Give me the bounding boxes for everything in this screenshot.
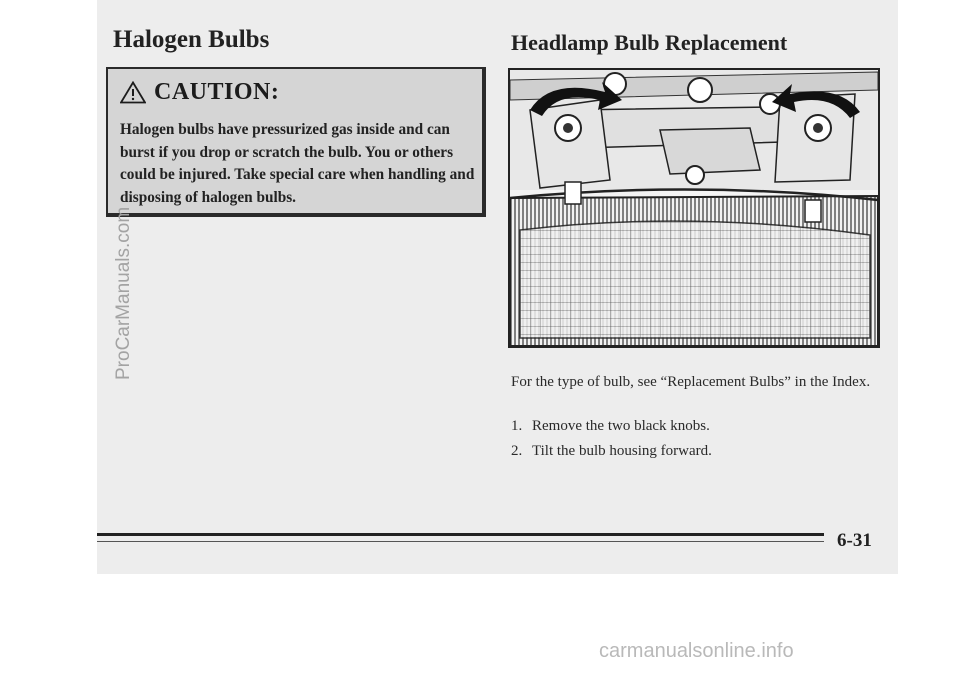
section-title-halogen-bulbs: Halogen Bulbs bbox=[113, 26, 270, 53]
step-number: 1. bbox=[511, 418, 523, 434]
caution-header bbox=[120, 79, 279, 106]
warning-triangle-icon bbox=[120, 81, 146, 104]
bottom-watermark: carmanualsonline.info bbox=[599, 640, 794, 662]
step-text: Remove the two black knobs. bbox=[532, 418, 710, 434]
footer-rule-thin bbox=[97, 541, 824, 542]
step-text: Tilt the bulb housing forward. bbox=[532, 443, 712, 459]
caution-box bbox=[106, 67, 486, 217]
step-1 bbox=[511, 418, 710, 435]
headlamp-illustration bbox=[508, 68, 880, 348]
section-title-headlamp-bulb-replacement: Headlamp Bulb Replacement bbox=[511, 30, 788, 55]
intro-paragraph: For the type of bulb, see “Replacement Bulbs” in the Index. bbox=[511, 374, 871, 390]
step-2 bbox=[511, 443, 712, 460]
side-watermark: ProCarManuals.com bbox=[113, 206, 134, 380]
caution-text: Halogen bulbs have pressurized gas inside and can burst if you drop or scratch the bulb. You or others could be injured. Take special care when handling and disposing of halogen bulbs. bbox=[120, 121, 475, 206]
caution-label: CAUTION: bbox=[154, 79, 280, 105]
footer-rule-thick bbox=[97, 533, 824, 536]
step-number: 2. bbox=[511, 443, 523, 459]
page-number: 6-31 bbox=[837, 530, 872, 551]
headlamp-drawing bbox=[510, 70, 878, 346]
